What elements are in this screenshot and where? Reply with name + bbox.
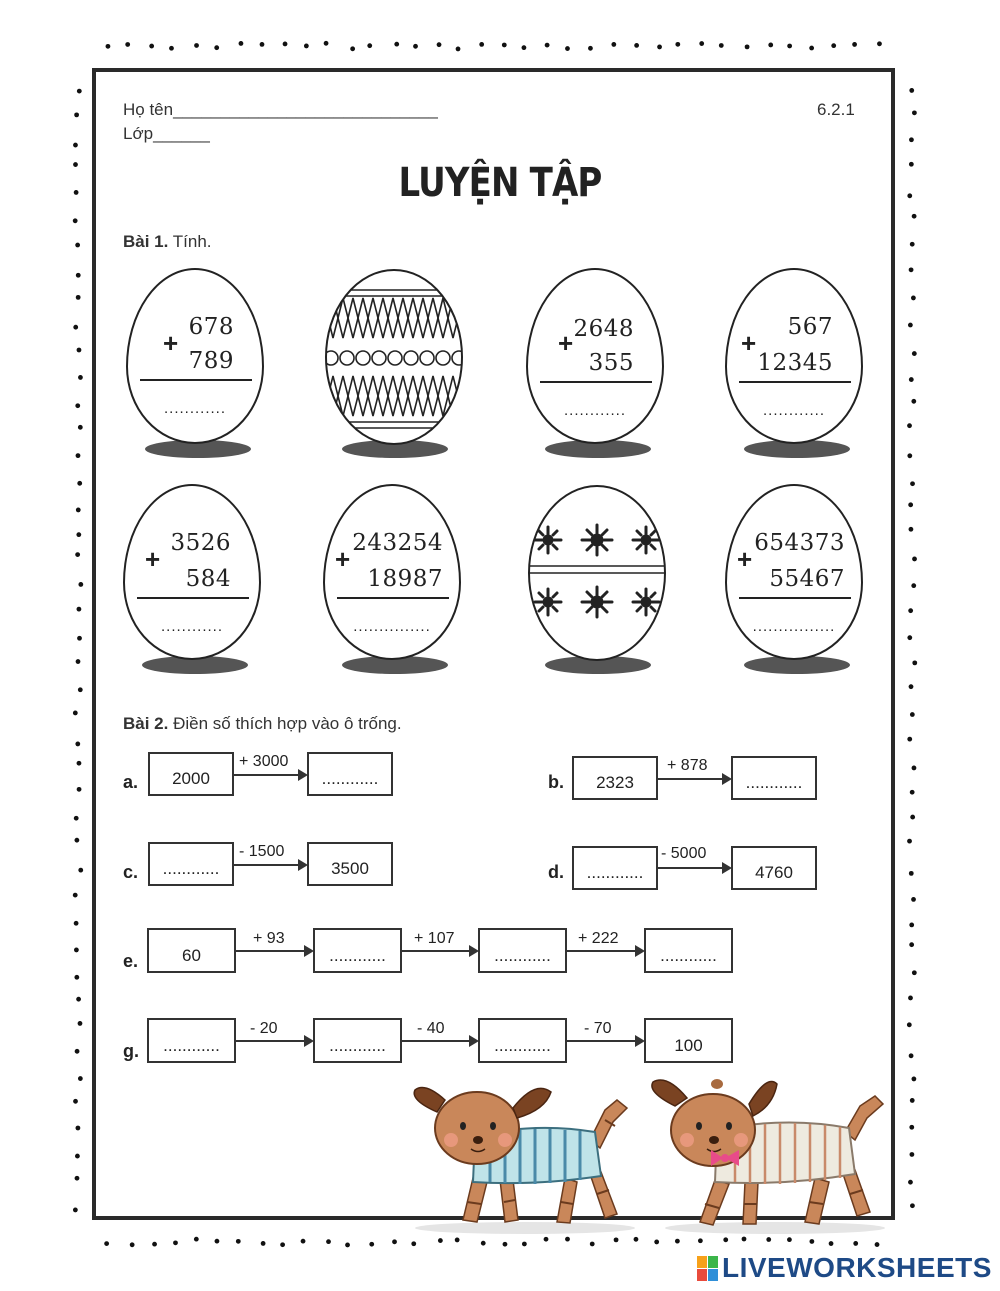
border-dot — [912, 110, 917, 115]
border-dot — [912, 970, 917, 975]
border-dot — [125, 42, 130, 47]
border-dot — [455, 1238, 460, 1243]
row-e-arrow-2 — [402, 950, 477, 952]
row-b-arrow — [658, 778, 730, 780]
border-dot — [130, 1242, 135, 1247]
class-blank: ______ — [153, 124, 210, 143]
answer-blank[interactable]: ............... — [353, 618, 431, 635]
border-dot — [907, 453, 912, 458]
border-dot — [77, 481, 82, 486]
border-dot — [910, 242, 915, 247]
border-dot — [909, 1125, 914, 1130]
row-d-op: - 5000 — [661, 845, 707, 862]
name-field — [123, 100, 438, 120]
border-dot — [236, 1239, 241, 1244]
border-dot — [875, 1242, 880, 1247]
class-field — [123, 124, 210, 144]
addend-1: 654373 — [754, 530, 845, 556]
border-dot — [78, 582, 83, 587]
border-dot — [74, 838, 79, 843]
border-dot — [438, 1238, 443, 1243]
border-dot — [909, 527, 914, 532]
row-g-op-2: - 40 — [417, 1020, 445, 1037]
border-dot — [522, 45, 527, 50]
border-dot — [481, 1241, 486, 1246]
border-dot — [719, 43, 724, 48]
sum-line — [540, 381, 652, 383]
border-dot — [75, 1049, 80, 1054]
border-dot — [911, 1077, 916, 1082]
decorated-egg-zigzag — [320, 268, 470, 458]
answer-blank[interactable]: ............ — [160, 618, 223, 635]
egg-problem-5 — [320, 484, 470, 674]
border-dot — [909, 267, 914, 272]
border-dot — [411, 1241, 416, 1246]
row-d-answer-box[interactable] — [572, 846, 658, 890]
bai2-heading — [123, 714, 402, 734]
plus-sign: + — [737, 544, 753, 574]
border-dot — [78, 425, 83, 430]
border-dot — [76, 295, 81, 300]
addend-2: 12345 — [757, 350, 833, 376]
border-dot — [77, 89, 82, 94]
dog-blue-sweater-icon — [414, 1088, 635, 1234]
row-g-op-1: - 20 — [250, 1020, 278, 1037]
answer-blank[interactable]: ............ — [762, 402, 825, 419]
sum-line — [337, 597, 449, 599]
border-dot — [74, 948, 79, 953]
border-dot — [152, 1242, 157, 1247]
border-dot — [907, 635, 912, 640]
liveworksheets-logo-icon — [697, 1256, 719, 1282]
bai2-instruction: Điền số thích hợp vào ô trống. — [173, 714, 402, 733]
sum-line — [140, 379, 252, 381]
egg — [123, 484, 261, 660]
border-dot — [907, 839, 912, 844]
row-e-label: e. — [123, 951, 139, 971]
row-d-label: d. — [548, 862, 564, 882]
border-dot — [76, 659, 81, 664]
border-dot — [912, 351, 917, 356]
egg-problem-1 — [123, 268, 273, 458]
border-dot — [413, 44, 418, 49]
border-dot — [912, 214, 917, 219]
border-dot — [909, 923, 914, 928]
row-e-box-1 — [147, 928, 236, 973]
decorated-egg-flowers — [523, 484, 673, 674]
border-dot — [350, 46, 355, 51]
addend-2: 18987 — [367, 566, 443, 592]
addend-1: 3526 — [170, 530, 231, 556]
row-g-arrow-1 — [236, 1040, 312, 1042]
row-g-value-3: ............ — [494, 1036, 551, 1055]
border-dot — [345, 1243, 350, 1248]
egg — [126, 268, 264, 444]
addend-1: 567 — [787, 314, 833, 340]
border-dot — [698, 1238, 703, 1243]
border-dot — [909, 1053, 914, 1058]
border-dot — [675, 1239, 680, 1244]
row-a-arrow — [234, 774, 306, 776]
row-d-end: 4760 — [755, 863, 793, 882]
border-dot — [614, 1237, 619, 1242]
border-dot — [910, 790, 915, 795]
border-dot — [76, 453, 81, 458]
border-dot — [911, 583, 916, 588]
border-dot — [654, 1240, 659, 1245]
border-dot — [910, 815, 915, 820]
row-e-box-3[interactable] — [478, 928, 567, 973]
border-dot — [394, 42, 399, 47]
border-dot — [657, 45, 662, 50]
row-c-op: - 1500 — [239, 843, 285, 860]
egg-problem-6 — [722, 484, 872, 674]
row-e-op-3: + 222 — [578, 930, 619, 947]
addend-1: 678 — [188, 314, 234, 340]
border-dot — [77, 348, 82, 353]
border-dot — [324, 41, 329, 46]
border-dot — [911, 296, 916, 301]
row-c-end: 3500 — [331, 859, 369, 878]
row-e-arrow-1 — [236, 950, 312, 952]
row-d-end-box — [731, 846, 817, 890]
border-dot — [74, 921, 79, 926]
border-dot — [77, 787, 82, 792]
row-a-start: 2000 — [172, 769, 210, 788]
border-dot — [73, 143, 78, 148]
border-dot — [911, 399, 916, 404]
border-dot — [809, 1239, 814, 1244]
border-dot — [909, 377, 914, 382]
border-dot — [75, 552, 80, 557]
border-dot — [78, 375, 83, 380]
row-g-arrow-3 — [567, 1040, 643, 1042]
row-g-arrow-2 — [402, 1040, 477, 1042]
border-dot — [392, 1239, 397, 1244]
border-dot — [522, 1242, 527, 1247]
sum-line — [739, 381, 851, 383]
border-dot — [75, 1154, 80, 1159]
border-dot — [502, 43, 507, 48]
border-dot — [261, 1241, 266, 1246]
border-dot — [73, 1208, 78, 1213]
border-dot — [634, 43, 639, 48]
border-dot — [910, 1203, 915, 1208]
border-dot — [544, 1237, 549, 1242]
border-dot — [590, 1242, 595, 1247]
border-dot — [77, 607, 82, 612]
border-dot — [77, 761, 82, 766]
zigzag-egg-icon — [323, 268, 465, 446]
border-dot — [907, 1022, 912, 1027]
flower-egg-icon — [526, 484, 668, 662]
plus-sign: + — [163, 328, 179, 358]
border-dot — [194, 1237, 199, 1242]
border-dot — [908, 1180, 913, 1185]
addend-1: 2648 — [573, 316, 634, 342]
row-g-box-1[interactable] — [147, 1018, 236, 1063]
name-blank: ____________________________ — [173, 100, 438, 119]
border-dot — [910, 1098, 915, 1103]
row-e-box-2[interactable] — [313, 928, 402, 973]
border-dot — [912, 766, 917, 771]
border-dot — [74, 816, 79, 821]
egg-problem-4 — [120, 484, 270, 674]
worksheet-code: 6.2.1 — [817, 100, 855, 119]
border-dot — [503, 1242, 508, 1247]
dog-white-sweater-icon — [652, 1079, 885, 1234]
row-g-box-3[interactable] — [478, 1018, 567, 1063]
row-e-op-1: + 93 — [253, 930, 285, 947]
row-b-start: 2323 — [596, 773, 634, 792]
border-dot — [675, 42, 680, 47]
class-label: Lớp — [123, 124, 154, 143]
egg — [526, 268, 664, 444]
bai1-heading — [123, 232, 212, 252]
row-e-value-1: 60 — [182, 946, 201, 965]
plus-sign: + — [145, 544, 161, 574]
border-dot — [149, 44, 154, 49]
border-dot — [766, 1237, 771, 1242]
border-dot — [787, 1237, 792, 1242]
row-a-label: a. — [123, 772, 139, 792]
border-dot — [194, 43, 199, 48]
border-dot — [104, 1241, 109, 1246]
border-dot — [75, 1176, 80, 1181]
border-dot — [74, 975, 79, 980]
border-dot — [565, 46, 570, 51]
plus-sign: + — [741, 328, 757, 358]
border-dot — [75, 243, 80, 248]
row-e-value-4: ............ — [660, 946, 717, 965]
border-dot — [437, 42, 442, 47]
row-c-arrow — [234, 864, 306, 866]
addend-1: 243254 — [352, 530, 443, 556]
egg — [323, 484, 461, 660]
row-a-answer-box[interactable] — [307, 752, 393, 796]
answer-blank[interactable]: ............ — [163, 400, 226, 417]
border-dot — [479, 42, 484, 47]
border-dot — [78, 868, 83, 873]
name-label: Họ tên — [123, 100, 174, 119]
border-dot — [907, 423, 912, 428]
egg-problem-3 — [722, 268, 872, 458]
border-dot — [283, 42, 288, 47]
border-dot — [76, 532, 81, 537]
border-dot — [326, 1239, 331, 1244]
row-g-op-3: - 70 — [584, 1020, 612, 1037]
row-b-answer-box[interactable] — [731, 756, 817, 800]
border-dot — [634, 1237, 639, 1242]
border-dot — [73, 711, 78, 716]
border-dot — [76, 1126, 81, 1131]
answer-blank[interactable]: ................ — [752, 618, 836, 635]
border-dot — [910, 481, 915, 486]
border-dot — [73, 218, 78, 223]
border-dot — [909, 88, 914, 93]
row-e-box-4[interactable] — [644, 928, 733, 973]
border-dot — [214, 45, 219, 50]
row-b-label: b. — [548, 772, 564, 792]
border-dot — [909, 137, 914, 142]
row-a-op: + 3000 — [239, 753, 289, 770]
row-e-value-2: ............ — [329, 946, 386, 965]
row-b-end: ............ — [745, 773, 803, 792]
border-dot — [908, 323, 913, 328]
addend-2: 789 — [188, 348, 234, 374]
border-dot — [745, 44, 750, 49]
border-dot — [73, 1099, 78, 1104]
border-dot — [215, 1239, 220, 1244]
row-a-start-box — [148, 752, 234, 796]
border-dot — [239, 41, 244, 46]
border-dot — [106, 44, 111, 49]
row-d-start: ............ — [586, 863, 644, 882]
sum-line — [137, 597, 249, 599]
border-dot — [369, 1242, 374, 1247]
border-dot — [908, 608, 913, 613]
border-dot — [588, 46, 593, 51]
border-dot — [909, 684, 914, 689]
border-dot — [76, 997, 81, 1002]
border-dot — [169, 46, 174, 51]
border-dot — [75, 403, 80, 408]
row-g-value-1: ............ — [163, 1036, 220, 1055]
border-dot — [545, 43, 550, 48]
border-dot — [907, 737, 912, 742]
egg — [725, 268, 863, 444]
bai2-label: Bài 2. — [123, 714, 169, 733]
border-dot — [173, 1240, 178, 1245]
border-dot — [77, 636, 82, 641]
border-dot — [78, 687, 83, 692]
egg — [725, 484, 863, 660]
sum-line — [739, 597, 851, 599]
border-dot — [304, 44, 309, 49]
border-dot — [853, 1241, 858, 1246]
border-dot — [831, 43, 836, 48]
border-dot — [908, 502, 913, 507]
answer-blank[interactable]: ............ — [563, 402, 626, 419]
border-dot — [909, 871, 914, 876]
border-dot — [723, 1237, 728, 1242]
brand-wordmark: LIVEWORKSHEETS — [722, 1252, 992, 1283]
addend-2: 355 — [588, 350, 634, 376]
border-dot — [787, 44, 792, 49]
row-g-value-4: 100 — [674, 1036, 703, 1055]
row-g-value-2: ............ — [329, 1036, 386, 1055]
border-dot — [611, 42, 616, 47]
row-c-answer-box[interactable] — [148, 842, 234, 886]
border-dot — [908, 996, 913, 1001]
addend-2: 584 — [185, 566, 231, 592]
row-g-box-2[interactable] — [313, 1018, 402, 1063]
border-dot — [877, 41, 882, 46]
border-dot — [367, 43, 372, 48]
row-e-op-2: + 107 — [414, 930, 455, 947]
border-dot — [78, 1076, 83, 1081]
border-dot — [742, 1237, 747, 1242]
border-dot — [280, 1242, 285, 1247]
plus-sign: + — [335, 544, 351, 574]
border-dot — [565, 1237, 570, 1242]
border-dot — [912, 557, 917, 562]
border-dot — [829, 1241, 834, 1246]
border-dot — [301, 1239, 306, 1244]
border-dot — [909, 942, 914, 947]
row-b-start-box — [572, 756, 658, 800]
border-dot — [768, 43, 773, 48]
row-g-box-4 — [644, 1018, 733, 1063]
row-d-arrow — [658, 867, 730, 869]
border-dot — [73, 893, 78, 898]
border-dot — [76, 273, 81, 278]
row-c-label: c. — [123, 862, 139, 882]
border-dot — [909, 1152, 914, 1157]
border-dot — [76, 508, 81, 513]
row-c-start: ............ — [162, 859, 220, 878]
row-g-label: g. — [123, 1041, 139, 1061]
border-dot — [852, 42, 857, 47]
row-b-op: + 878 — [667, 757, 708, 774]
border-dot — [911, 897, 916, 902]
plus-sign: + — [558, 328, 574, 358]
row-a-end: ............ — [321, 769, 379, 788]
border-dot — [912, 660, 917, 665]
border-dot — [73, 325, 78, 330]
addend-2: 55467 — [769, 566, 845, 592]
border-dot — [809, 46, 814, 51]
border-dot — [699, 41, 704, 46]
page-title: LUYỆN TẬP — [398, 160, 602, 206]
border-dot — [260, 42, 265, 47]
egg-problem-2 — [523, 268, 673, 458]
row-e-value-3: ............ — [494, 946, 551, 965]
border-dot — [78, 1021, 83, 1026]
row-e-arrow-3 — [567, 950, 643, 952]
border-dot — [74, 112, 79, 117]
bai1-instruction: Tính. — [172, 232, 212, 251]
border-dot — [910, 712, 915, 717]
bai1-label: Bài 1. — [123, 232, 169, 251]
row-c-end-box — [307, 842, 393, 886]
border-dot — [75, 742, 80, 747]
border-dot — [456, 47, 461, 52]
dogs-illustration — [405, 1070, 895, 1235]
